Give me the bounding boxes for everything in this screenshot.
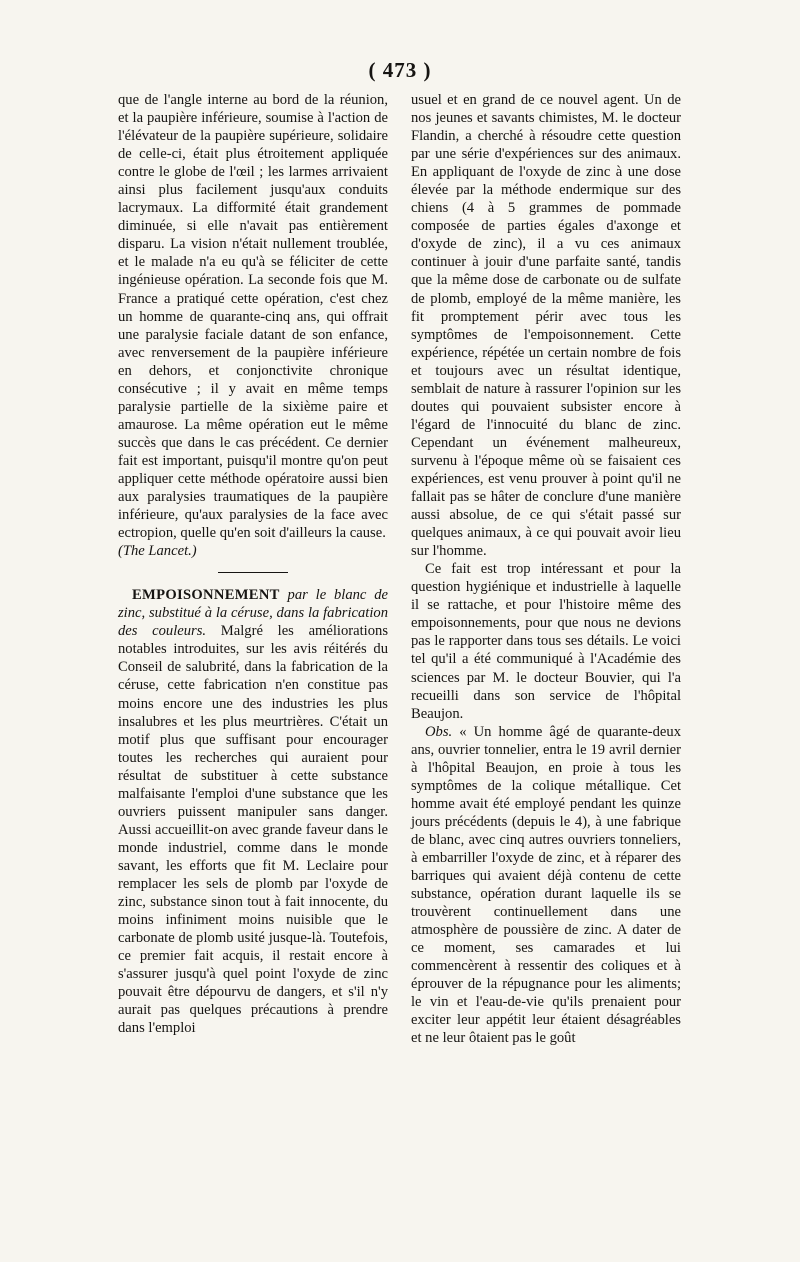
page-number: ( 473 )	[368, 58, 432, 82]
source-reference: (The Lancet.)	[118, 543, 197, 560]
right-column	[411, 91, 681, 1047]
observation-text: « Un homme âgé de quarante-deux ans, ouvrier tonnelier, entra le 19 avril dernier à l'hôpital Beaujon, en proie à tous les symptômes de la colique métallique. Cet homme avait été employé pendant les quinze jours précédents (depuis le 4), à une fabrique de blanc, avec cinq autres ouvriers tonneliers, à embarriller l'oxyde de zinc, et à réparer des barriques qui avaient déjà contenu de cette substance, opération durant laquelle ils se trouvèrent continuellement dans une atmosphère de poussière de zinc. A dater de ce moment, ses camarades et lui commencèrent à ressentir des coliques et à éprouver de la répugnance pour les aliments; le vin et l'eau-de-vie qu'ils prenaient pour exciter leur appétit leur étaient désagréables et ne leur ôtaient pas le goût	[411, 723, 681, 1047]
left-column	[118, 91, 388, 1037]
section-title: EMPOISONNEMENT	[132, 587, 280, 604]
observation-paragraph	[411, 723, 681, 1048]
section-divider	[218, 572, 288, 573]
left-paragraph-continuation: que de l'angle interne au bord de la réunion, et la paupière inférieure, soumise à l'action de l'élévateur de la paupière supérieure, solidaire de celle-ci, était plus étroitement appliquée contre le globe de l'œil ; les larmes arrivaient ainsi plus facilement jusqu'aux conduits lacrymaux. La difformité était grandement diminuée, si elle n'avait pas entièrement disparu. La vision n'était nullement troublée, et le malade n'a eu qu'à se féliciter de cette ingénieuse opération. La seconde fois que M. France a pratiqué cette opération, c'est chez un homme de quarante-cinq ans, qui offrait une paralysie faciale datant de son enfance, avec renversement de la paupière inférieure en dehors, et conjonctivite chronique consécutive ; il y avait en même temps paralysie partielle de la sixième paire et amaurose. La même opération eut le même succès que dans le cas précédent. Ce dernier fait est important, puisqu'il montre qu'on peut appliquer cette méthode opératoire aussi bien aux paralysies traumatiques de la paupière inférieure, qu'aux paralysies de la face avec ectropion, quelle qu'en soit d'ailleurs la cause.	[118, 92, 388, 542]
section-heading-paragraph	[118, 586, 388, 1037]
right-paragraph-intro: Ce fait est trop intéressant et pour la question hygiénique et industrielle à laquelle il se rattache, et pour l'histoire même des empoisonnements, pour que nous ne devions pas le rapporter dans tous ses détails. Le voici tel qu'il a été communiqué à l'Académie des sciences par M. le docteur Bouvier, qui l'a recueilli dans son service de l'hôpital Beaujon.	[411, 561, 681, 722]
right-paragraph-continuation: usuel et en grand de ce nouvel agent. Un de nos jeunes et savants chimistes, M. le docteur Flandin, a cherché à résoudre cette question par une série d'expériences sur des animaux. En appliquant de l'oxyde de zinc à une dose élevée par la méthode endermique sur des chiens (4 à 5 grammes de pommade composée de parties égales d'axonge et d'oxyde de zinc), il a vu ces animaux continuer à jouir d'une parfaite santé, tandis que la même dose de carbonate ou de sulfate de plomb, employé de la même manière, les fit promptement périr avec tous les symptômes de l'empoisonnement. Cette expérience, répétée un certain nombre de fois et toujours avec un résultat identique, semblait de nature à rassurer l'opinion sur les doutes qui pouvaient subsister encore à l'égard de l'innocuité du blanc de zinc. Cependant un événement malheureux, survenu à l'époque même où se faisaient ces expériences, est venu prouver à point qu'il ne fallait pas se hâter de conclure d'une manière aussi absolue, de ce qui s'était passé sur quelques animaux, à ce qui pouvait avoir lieu sur l'homme.	[411, 92, 681, 560]
observation-label: Obs.	[425, 723, 453, 740]
left-paragraph-body: Malgré les améliorations notables introduites, sur les avis réitérés du Conseil de salubrité, dans la fabrication de la céruse, cette fabrication n'en constitue pas moins encore une des industries les plus insalubres et les plus meurtrières. C'était un motif plus que suffisant pour encourager toutes les recherches qui auraient pour résultat de substituer à cette substance malfaisante l'emploi d'une substance que les ouvriers puissent manipuler sans danger. Aussi accueillit-on avec grande faveur dans le monde industriel, comme dans le monde savant, les efforts que fit M. Leclaire pour remplacer les sels de plomb par l'oxyde de zinc, substance sinon tout à fait innocente, du moins infiniment moins nuisible que le carbonate de plomb usité jusque-là. Toutefois, ce premier fait acquis, il restait encore à s'assurer jusqu'à quel point l'oxyde de zinc pouvait être dépourvu de dangers, et s'il n'y aurait pas quelques précautions à prendre dans l'emploi	[118, 623, 388, 1037]
section-title-description: par le blanc de zinc, substitué à la céruse, dans la fabrication des couleurs.	[118, 587, 388, 640]
